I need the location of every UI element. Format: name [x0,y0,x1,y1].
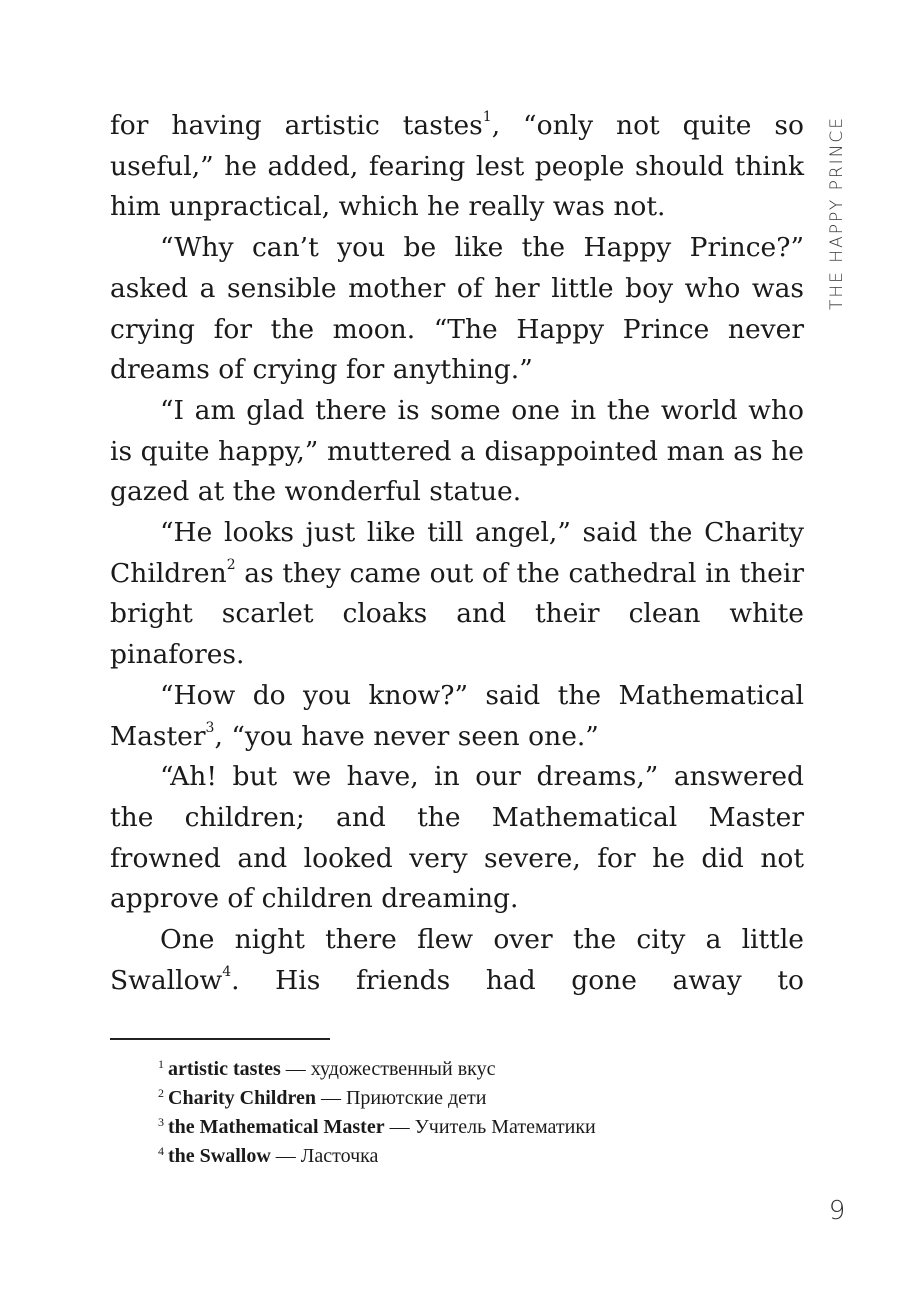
footnote-separator: — [270,1145,301,1167]
paragraph-text: One night there flew over the city a little Swallow [110,924,804,996]
footnote-translation: художественный вкус [310,1058,496,1080]
footnote-term: artistic tastes [168,1058,281,1080]
footnote-divider [110,1038,330,1040]
paragraph [110,391,804,513]
footnote-term: Charity Children [168,1087,316,1109]
footnote-number: 2 [158,1086,164,1100]
footnotes [158,1056,778,1172]
footnote-separator: — [315,1087,346,1109]
paragraph [110,676,804,757]
footnote [158,1114,778,1143]
footnote-number: 1 [158,1057,164,1071]
body-text [110,106,804,1001]
paragraph [110,920,804,1001]
footnote-number: 4 [158,1144,164,1158]
paragraph-text: “He looks just like till angel,” said the Charity Children [110,517,804,589]
paragraph-text: as they came out of the cathedral in their bright scarlet cloaks and their clean white pinafores. [110,557,804,671]
paragraph [110,106,804,228]
paragraph-text: “How do you know?” said the Mathematical Master [110,679,804,752]
running-head [826,108,848,318]
paragraph-text: “I am glad there is some one in the world who is quite happy,” muttered a disappointed man as he gazed at the wonderful statue. [110,394,804,508]
paragraph-text: “Ah! but we have, in our dreams,” answered the children; and the Mathematical Master frowned and looked very severe, for he did not approve of children dreaming. [110,761,804,915]
paragraph-text: . His friends had gone away to [231,964,804,996]
running-head-text: THE HAPPY PRINCE [827,115,847,311]
paragraph-text: “Why can’t you be like the Happy Prince?” asked a sensible mother of her little boy who was crying for the moon. “The Happy Prince never dreams of crying for anything.” [110,232,804,386]
paragraph [110,228,804,391]
footnote-translation: Учитель Математики [414,1116,596,1138]
footnote-marker: 3 [205,719,215,736]
paragraph [110,757,804,920]
paragraph-text: for having artistic tastes [110,110,483,141]
footnote-term: the Swallow [168,1145,271,1167]
paragraph-text: , “only not quite so useful,” he added, fearing lest people should think him unpractical, which he really was not. [110,110,804,223]
page-number: 9 [828,1196,846,1226]
footnote-translation: Приютские дети [345,1087,487,1109]
footnote-marker: 2 [226,556,236,573]
footnote-marker: 4 [222,963,232,980]
paragraph-text: , “you have never seen one.” [214,720,599,752]
footnote-separator: — [384,1116,415,1138]
footnote-marker: 1 [482,109,492,126]
footnote-translation: Ласточка [300,1145,379,1167]
footnote [158,1085,778,1114]
paragraph [110,513,804,676]
footnote-term: the Mathematical Master [168,1116,385,1138]
footnote [158,1056,778,1085]
footnote [158,1143,778,1172]
footnote-separator: — [280,1058,311,1080]
footnote-number: 3 [158,1115,164,1129]
